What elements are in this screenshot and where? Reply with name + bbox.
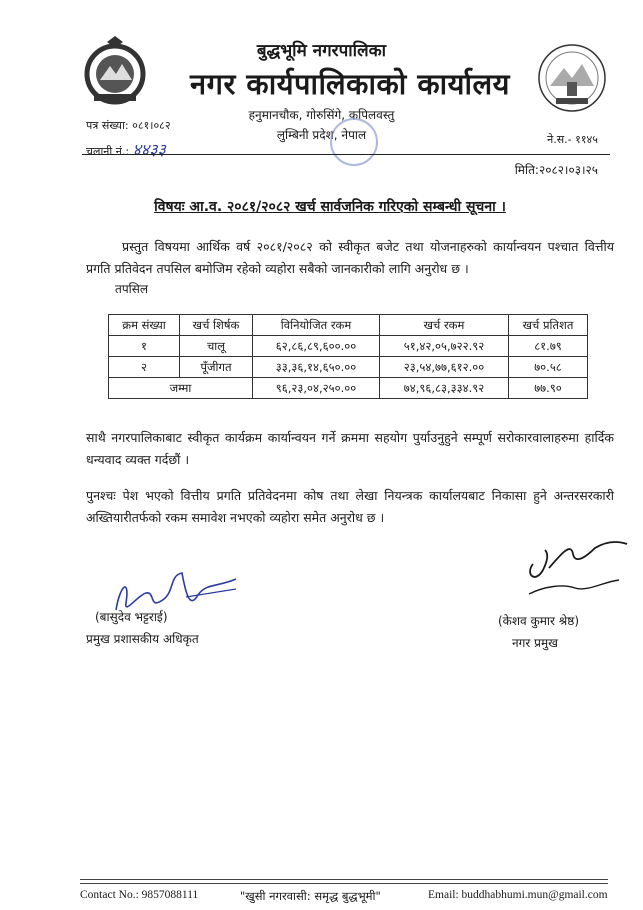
- table-cell: २३,५४,७७,६१२.००: [380, 357, 509, 378]
- table-cell: ३३,३६,१४,६५०.००: [253, 357, 380, 378]
- office-stamp-icon: [330, 118, 378, 166]
- postscript-paragraph: पुनश्चः पेश भएको वित्तीय प्रगति प्रतिवेदनमा कोष तथा लेखा नियन्त्रक कार्यालयबाट निकासा हुने अन्तरसरकारी अख्तियारीतर्फको रकम समावेश नभएको व्यहोरा समेत अनुरोध छ ।: [86, 488, 614, 525]
- column-header: खर्च प्रतिशत: [509, 315, 588, 336]
- column-header: खर्च शिर्षक: [180, 315, 253, 336]
- total-spent: ७४,९६,८३,३३४.९२: [380, 378, 509, 399]
- subject-line: विषयः आ.व. २०८१/२०८२ खर्च सार्वजनिक गरिएको सम्बन्धी सूचना ।: [154, 199, 506, 215]
- table-cell: ८१.७९: [509, 336, 588, 357]
- table-cell: २: [109, 357, 180, 378]
- details-label: तपसिल: [115, 282, 149, 296]
- municipality-name: बुद्धभूमि नगरपालिका: [256, 41, 387, 61]
- signatory-left-name: (बासुदेव भट्टराई): [95, 610, 168, 624]
- intro-paragraph: प्रस्तुत विषयमा आर्थिक वर्ष २०८१/२०८२ को स्वीकृत बजेट तथा योजनाहरुको कार्यान्वयन पश्चात वित्तीय प्रगति प्रतिवेदन तपसिल बमोजिम रहेको व्यहोरा सबैको जानकारीको लागि अनुरोध छ ।: [86, 239, 614, 276]
- footer-divider-top: [80, 879, 608, 880]
- expenditure-table: [108, 314, 588, 399]
- dispatch-value: ४४३३: [132, 140, 166, 159]
- table-total-row: [109, 378, 588, 399]
- table-cell: चालू: [180, 336, 253, 357]
- date-value: २०८२।०३।२५: [538, 163, 598, 177]
- table-row: [109, 336, 588, 357]
- header-divider: [82, 154, 610, 155]
- footer-email: Email: buddhabhumi.mun@gmail.com: [428, 889, 608, 901]
- table-row: [109, 357, 588, 378]
- letter-date: [515, 161, 598, 178]
- address-line-1: हनुमानचौक, गोरुसिंगे, कपिलवस्तु: [248, 108, 395, 122]
- footer-slogan: "खुसी नगरवासी: समृद्ध बुद्धभूमी": [240, 889, 381, 903]
- reference-number: [86, 118, 171, 133]
- dispatch-label: चलानी नं.:: [86, 145, 130, 158]
- signatory-right-title: नगर प्रमुख: [512, 636, 558, 650]
- total-percent: ७७.९०: [509, 378, 588, 399]
- signatory-left-title: प्रमुख प्रशासकीय अधिकृत: [86, 632, 199, 646]
- table-cell: १: [109, 336, 180, 357]
- footer-contact: Contact No.: 9857088111: [80, 889, 199, 901]
- dispatch-number: [86, 138, 166, 160]
- date-label: मिति:: [514, 163, 539, 177]
- office-title: नगर कार्यपालिकाको कार्यालय: [190, 67, 510, 101]
- column-header: खर्च रकम: [380, 315, 509, 336]
- signatory-right-name: (केशव कुमार श्रेष्ठ): [498, 614, 580, 628]
- reference-value: ०८१।०८२: [132, 119, 171, 132]
- reference-label: पत्र संख्या:: [86, 119, 129, 132]
- address-line-2: लुम्बिनी प्रदेश, नेपाल: [276, 128, 367, 142]
- column-header: क्रम संख्या: [109, 315, 180, 336]
- total-label: जम्मा: [109, 378, 253, 399]
- table-header-row: [109, 315, 588, 336]
- table-cell: पूँजीगत: [180, 357, 253, 378]
- table-cell: ७०.५८: [509, 357, 588, 378]
- table-cell: ५१,४२,०५,७२२.९२: [380, 336, 509, 357]
- municipality-logo-icon: [536, 42, 608, 114]
- table-cell: ६२,८६,८९,६००.००: [253, 336, 380, 357]
- nepal-sambat: ने.स.- ११४५: [547, 133, 598, 146]
- footer-divider-bottom: [80, 883, 608, 884]
- thanks-paragraph: साथै नगरपालिकाबाट स्वीकृत कार्यक्रम कार्यान्वयन गर्ने क्रममा सहयोग पुर्याउनुहुने सम्पूर्ण सरोकारवालाहरुमा हार्दिक धन्यवाद व्यक्त गर्दछौं ।: [86, 430, 614, 467]
- signature-right: [515, 534, 635, 614]
- total-allocated: ९६,२३,०४,२५०.००: [253, 378, 380, 399]
- column-header: विनियोजित रकम: [253, 315, 380, 336]
